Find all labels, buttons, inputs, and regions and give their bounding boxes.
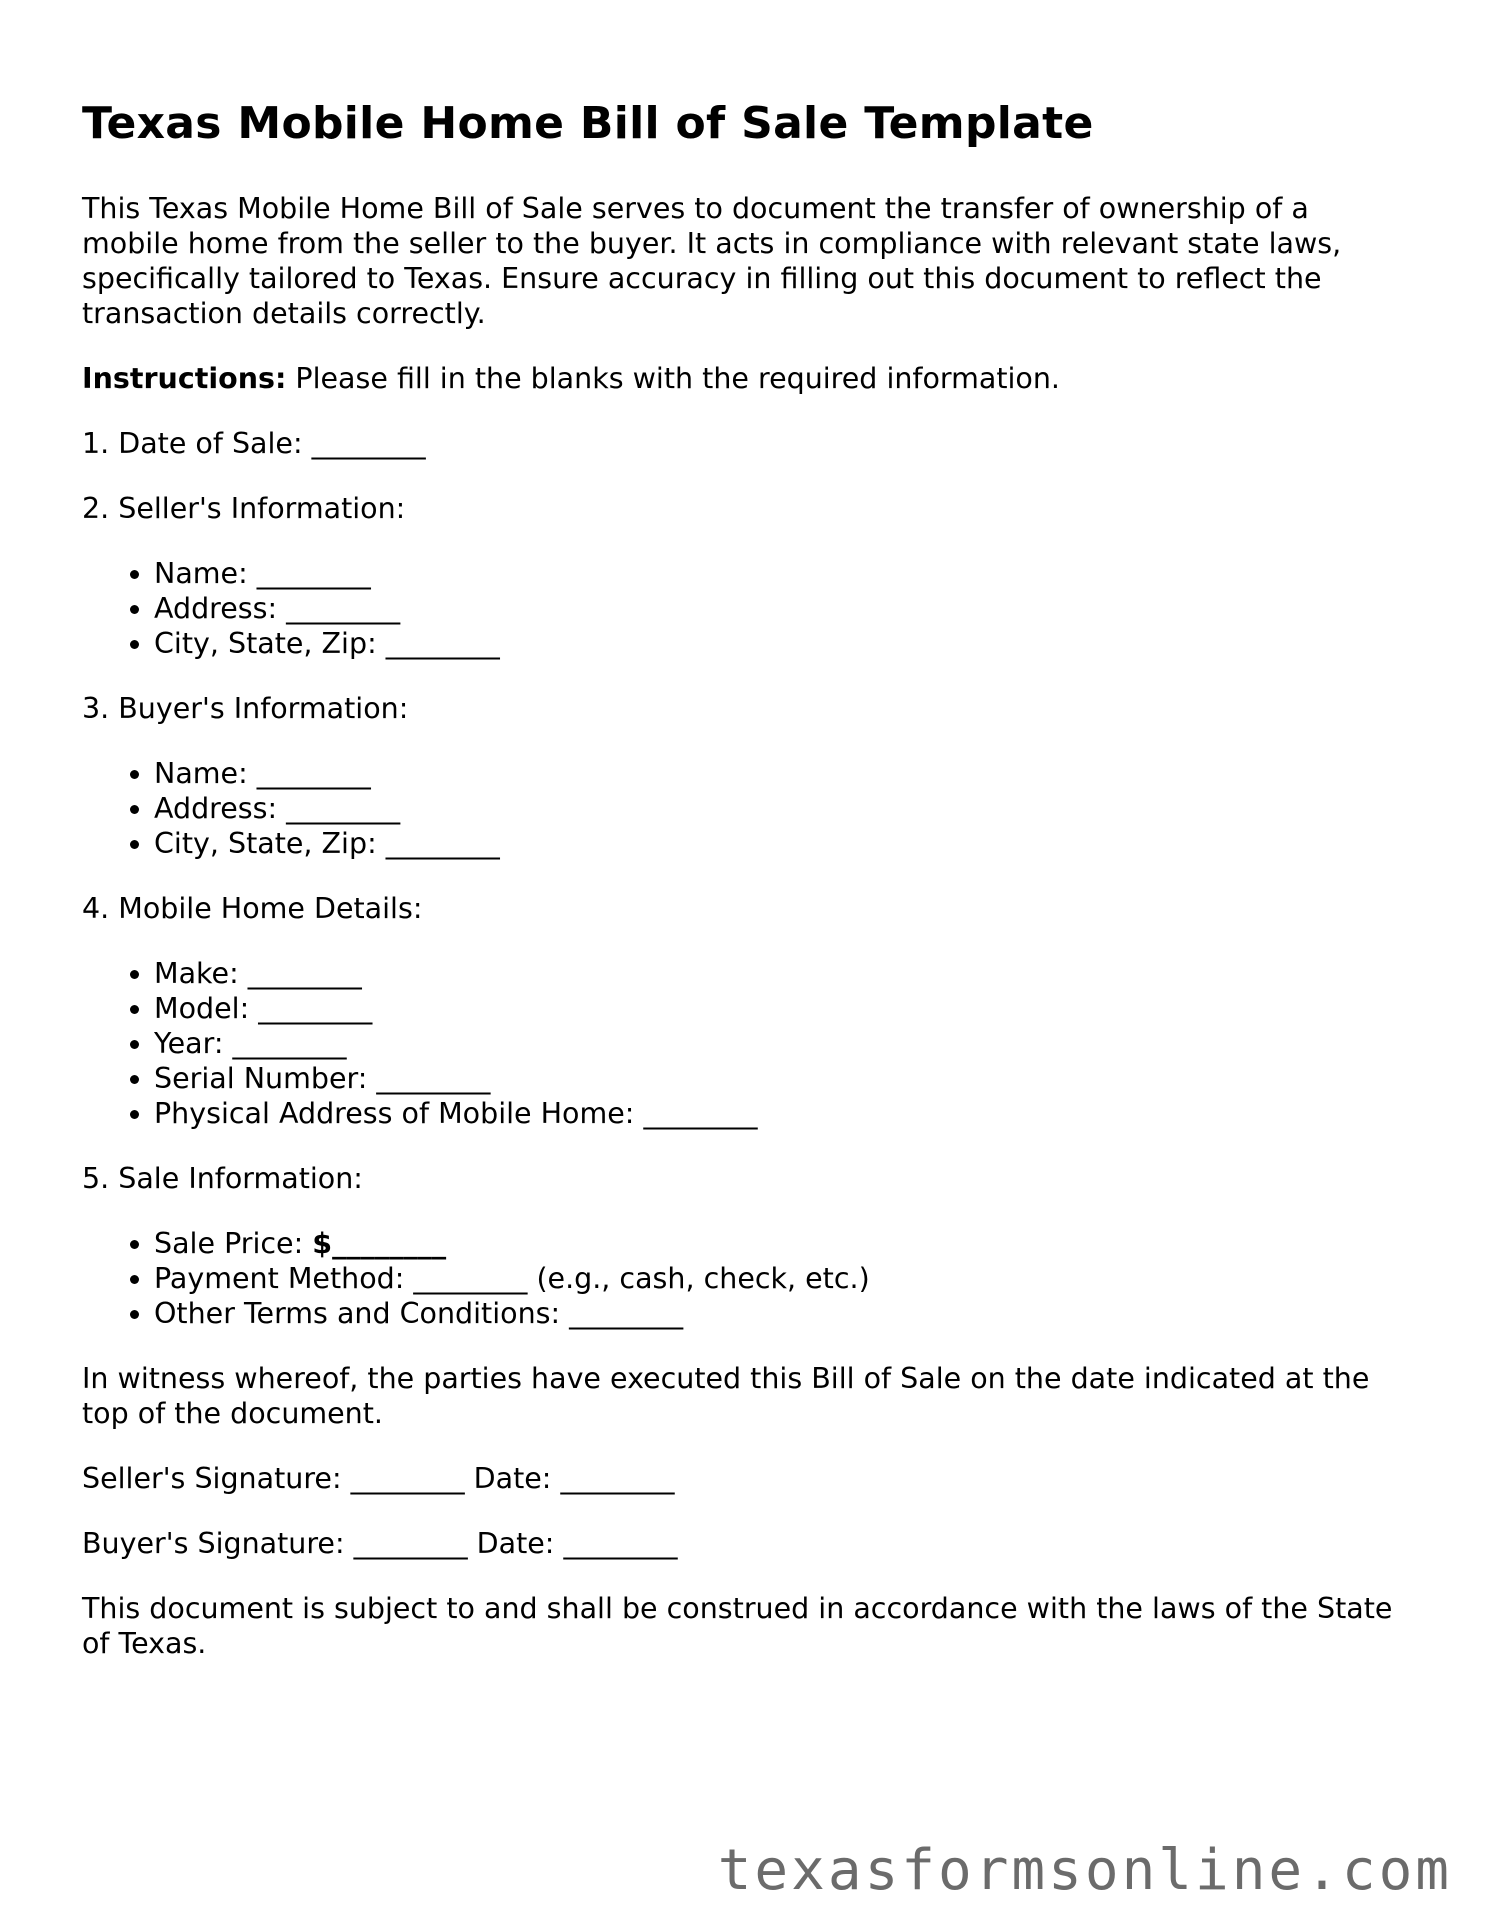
buyer-list: [82, 756, 1412, 861]
serial-number-field: • Serial Number: ________: [154, 1061, 1412, 1096]
buyer-heading: 3. Buyer's Information:: [82, 691, 409, 725]
seller-city-state-zip-field: • City, State, Zip: ________: [154, 626, 1412, 661]
site-watermark: texasformsonline.com: [717, 1838, 1452, 1903]
sale-price-label: Sale Price:: [154, 1226, 313, 1260]
seller-list: [82, 556, 1412, 661]
document-page: [82, 98, 1412, 1691]
sale-price-field: [154, 1226, 1412, 1261]
buyer-city-state-zip-field: • City, State, Zip: ________: [154, 826, 1412, 861]
sale-price-value: $________: [312, 1226, 447, 1260]
sale-info-list: [82, 1226, 1412, 1331]
home-details-list: [82, 956, 1412, 1131]
physical-address-field: • Physical Address of Mobile Home: ________: [154, 1096, 1412, 1131]
home-details-heading: 4. Mobile Home Details:: [82, 891, 423, 925]
buyer-name-field: • Name: ________: [154, 756, 1412, 791]
sale-info-heading: 5. Sale Information:: [82, 1161, 363, 1195]
seller-heading: 2. Seller's Information:: [82, 491, 406, 525]
seller-signature-line: Seller's Signature: ________ Date: ________: [82, 1461, 675, 1495]
payment-method-field: • Payment Method: ________ (e.g., cash, check, etc.): [154, 1261, 1412, 1296]
document-title: Texas Mobile Home Bill of Sale Template: [82, 98, 1094, 149]
make-field: • Make: ________: [154, 956, 1412, 991]
instructions-label: Instructions:: [82, 361, 287, 395]
seller-address-field: • Address: ________: [154, 591, 1412, 626]
date-of-sale-field: 1. Date of Sale: ________: [82, 426, 426, 460]
other-terms-field: • Other Terms and Conditions: ________: [154, 1296, 1412, 1331]
governing-law-paragraph: This document is subject to and shall be construed in accordance with the laws of the State of Texas.: [82, 1591, 1393, 1660]
seller-name-field: • Name: ________: [154, 556, 1412, 591]
witness-paragraph: In witness whereof, the parties have executed this Bill of Sale on the date indicated at the top of the document.: [82, 1361, 1370, 1430]
instructions-text: Please fill in the blanks with the required information.: [286, 361, 1060, 395]
buyer-address-field: • Address: ________: [154, 791, 1412, 826]
intro-paragraph: This Texas Mobile Home Bill of Sale serves to document the transfer of ownership of a mobile home from the seller to the buyer. It acts in compliance with relevant state laws, specifically tailored to Texas. Ensure accuracy in filling out this document to reflect the transaction details correctly.: [82, 191, 1342, 330]
instructions-paragraph: [82, 361, 1412, 396]
buyer-signature-line: Buyer's Signature: ________ Date: ________: [82, 1526, 678, 1560]
model-field: • Model: ________: [154, 991, 1412, 1026]
year-field: • Year: ________: [154, 1026, 1412, 1061]
